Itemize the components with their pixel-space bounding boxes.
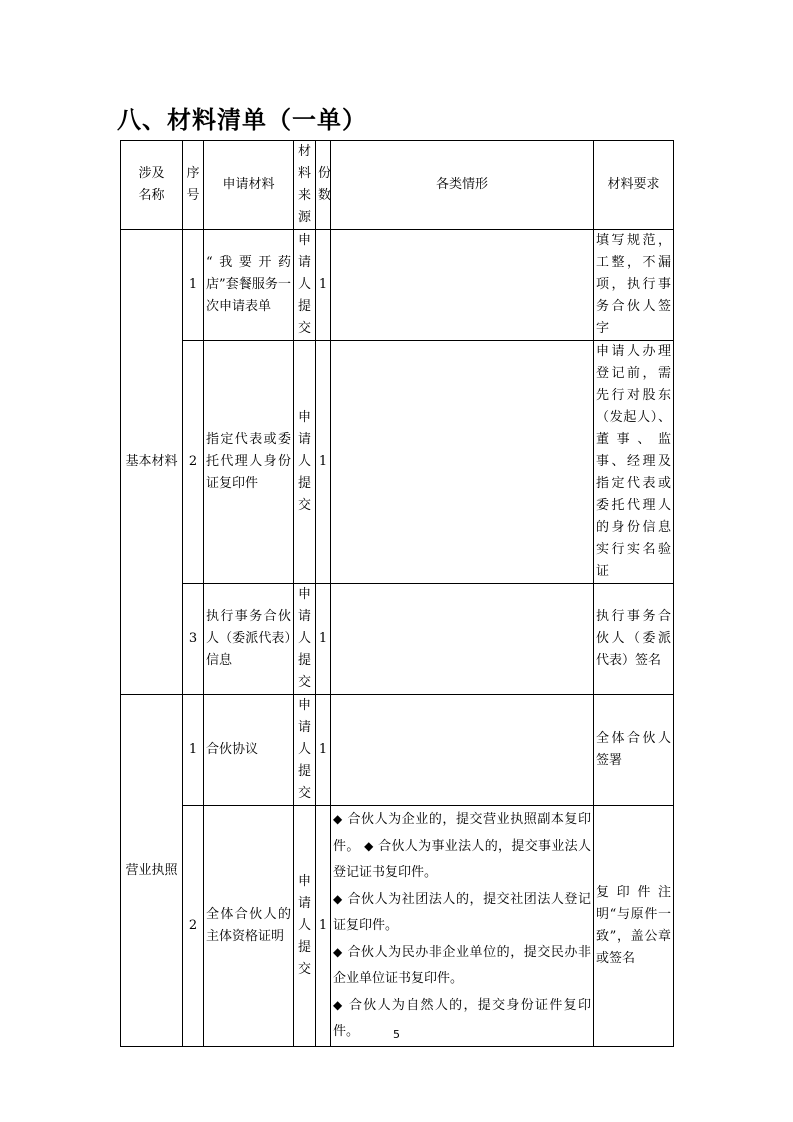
row-material: 合伙协议 <box>204 695 294 806</box>
row-requirement: 执行事务合伙人（委派代表）签名 <box>594 584 674 695</box>
case-line: 合伙人为企业的，提交营业执照副本复印件。 <box>333 812 591 854</box>
row-cases <box>331 584 594 695</box>
row-cases <box>331 695 594 806</box>
row-copies: 1 <box>316 806 331 1047</box>
header-source: 材料来源 <box>294 141 316 230</box>
case-line: 合伙人为社团法人的，提交社团法人登记证复印件。 <box>333 892 591 933</box>
case-line: 合伙人为事业法人的，提交事业法人登记证书复印件。 <box>333 839 591 880</box>
header-requirement: 材料要求 <box>594 141 674 230</box>
row-requirement: 申请人办理登记前，需先行对股东（发起人）、董事、监事、经理及指定代表或委托代理人的身份信息实行实名验证 <box>594 341 674 584</box>
materials-table <box>120 140 674 1047</box>
group-name-basic: 基本材料 <box>121 230 183 695</box>
case-bullet-icon: ◆ <box>364 839 374 853</box>
row-copies: 1 <box>316 341 331 584</box>
row-source: 申请人提交 <box>294 695 316 806</box>
row-cases <box>331 341 594 584</box>
row-requirement: 全体合伙人签署 <box>594 695 674 806</box>
header-cases: 各类情形 <box>331 141 594 230</box>
page-title: 八、材料清单（一单） <box>117 106 367 134</box>
table-row <box>121 230 674 341</box>
row-cases <box>331 230 594 341</box>
row-copies: 1 <box>316 584 331 695</box>
row-material: 指定代表或委托代理人身份证复印件 <box>204 341 294 584</box>
row-material: “我要开药店”套餐服务一次申请表单 <box>204 230 294 341</box>
row-cases <box>331 806 594 1047</box>
row-requirement: 填写规范，工整，不漏项，执行事务合伙人签字 <box>594 230 674 341</box>
page-number: 5 <box>393 1028 400 1041</box>
row-seq: 2 <box>183 341 204 584</box>
case-line: 合伙人为民办非企业单位的，提交民办非企业单位证书复印件。 <box>333 945 591 986</box>
case-bullet-icon: ◆ <box>333 945 343 959</box>
header-seq: 序号 <box>183 141 204 230</box>
case-bullet-icon: ◆ <box>333 892 343 906</box>
row-material: 执行事务合伙人（委派代表）信息 <box>204 584 294 695</box>
row-seq: 1 <box>183 230 204 341</box>
case-line: 合伙人为自然人的，提交身份证件复印件。 <box>333 998 591 1039</box>
table-row <box>121 584 674 695</box>
table-row <box>121 695 674 806</box>
table-row <box>121 341 674 584</box>
row-seq: 3 <box>183 584 204 695</box>
row-source: 申请人提交 <box>294 230 316 341</box>
header-name: 涉及名称 <box>121 141 183 230</box>
table-row <box>121 806 674 1047</box>
header-material: 申请材料 <box>204 141 294 230</box>
row-seq: 1 <box>183 695 204 806</box>
row-copies: 1 <box>316 695 331 806</box>
row-material: 全体合伙人的主体资格证明 <box>204 806 294 1047</box>
row-requirement: 复印件注明“与原件一致”，盖公章或签名 <box>594 806 674 1047</box>
table-header-row <box>121 141 674 230</box>
row-source: 申请人提交 <box>294 341 316 584</box>
header-copies: 份数 <box>316 141 331 230</box>
group-name-license: 营业执照 <box>121 695 183 1047</box>
case-bullet-icon: ◆ <box>333 812 343 826</box>
row-copies: 1 <box>316 230 331 341</box>
row-seq: 2 <box>183 806 204 1047</box>
case-bullet-icon: ◆ <box>333 998 344 1012</box>
row-source: 申请人提交 <box>294 584 316 695</box>
row-source: 申请人提交 <box>294 806 316 1047</box>
